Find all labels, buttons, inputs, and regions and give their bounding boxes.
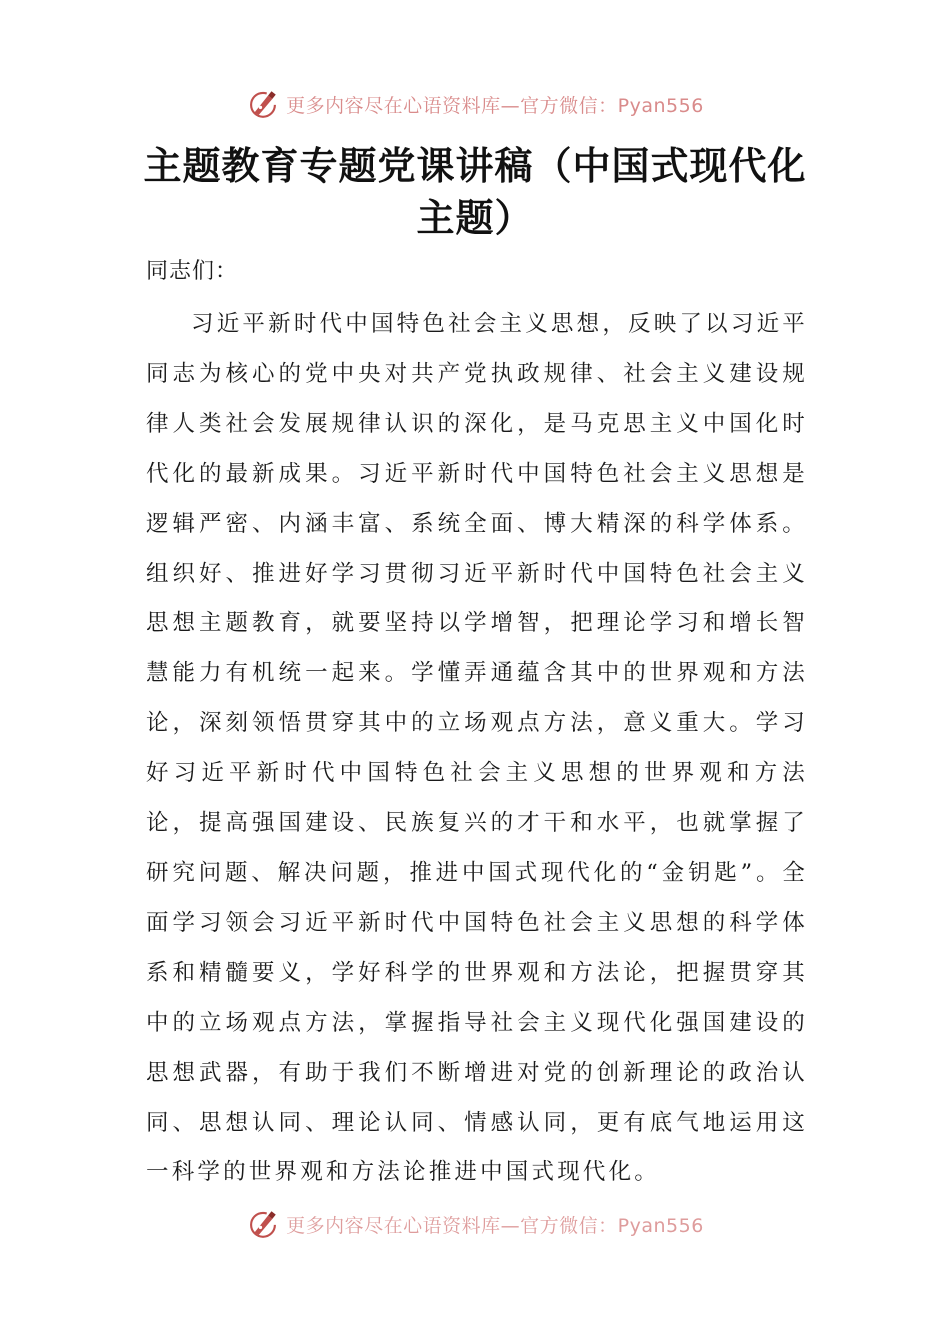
greeting: 同志们： [146, 259, 239, 284]
footer-watermark [0, 1206, 950, 1242]
header-watermark [0, 84, 950, 124]
watermark-text: 更多内容尽在心语资料库—官方微信：Pyan556 [286, 94, 704, 117]
document-title: 主题教育专题党课讲稿（中国式现代化主题） [143, 143, 807, 240]
pen-nib-logo-icon [246, 1207, 280, 1241]
body-paragraph: 习近平新时代中国特色社会主义思想，反映了以习近平同志为核心的党中央对共产党执政规律、社会主义建设规律人类社会发展规律认识的深化，是马克思主义中国化时代化的最新成果。习近平新时代中国特色社会主义思想是逻辑严密、内涵丰富、系统全面、博大精深的科学体系。组织好、推进好学习贯彻习近平新时代中国特色社会主义思想主题教育，就要坚持以学增智，把理论学习和增长智慧能力有机统一起来。学懂弄通蕴含其中的世界观和方法论，深刻领悟贯穿其中的立场观点方法，意义重大。学习好习近平新时代中国特色社会主义思想的世界观和方法论，提高强国建设、民族复兴的才干和水平，也就掌握了研究问题、解决问题，推进中国式现代化的“金钥匙”。全面学习领会习近平新时代中国特色社会主义思想的科学体系和精髓要义，学好科学的世界观和方法论，把握贯穿其中的立场观点方法，掌握指导社会主义现代化强国建设的思想武器，有助于我们不断增进对党的创新理论的政治认同、思想认同、理论认同、情感认同，更有底气地运用这一科学的世界观和方法论推进中国式现代化。 [146, 311, 808, 1186]
pen-nib-logo-icon [246, 87, 280, 121]
watermark-text: 更多内容尽在心语资料库—官方微信：Pyan556 [286, 1214, 704, 1237]
